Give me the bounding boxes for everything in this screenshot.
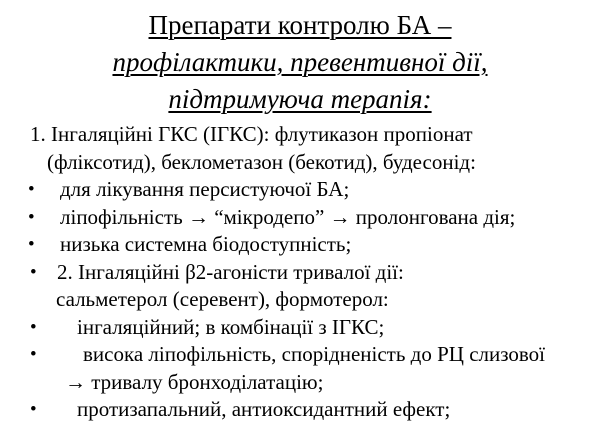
bullet-icon: • [28,179,35,200]
bullet-item [0,176,600,204]
bullet-item-numbered-2 [0,259,600,287]
slide-title-line-2: профілактики, превентивної дії, [112,47,488,77]
line-text: висока ліпофільність, спорідненість до РЦ слизової [83,342,546,366]
slide-title-line-1: Препарати контролю БА – [148,10,452,40]
bullet-icon: • [28,234,35,255]
numbered-item-1 [0,121,600,149]
slide-body [0,121,600,424]
bullet-icon: • [30,344,37,365]
line-text: (фліксотид), беклометазон (бекотид), будесонід: [47,149,476,174]
bullet-item-continuation [0,369,600,397]
bullet-item [0,314,600,342]
bullet-item [0,396,600,424]
bullet-icon: • [30,316,37,338]
bullet-icon: • [28,206,35,228]
bullet-icon: • [30,399,37,420]
numbered-item-1-continuation [0,149,600,177]
line-text: → тривалу бронходілатацію; [65,369,324,394]
bullet-item [0,341,600,369]
line-text: 2. Інгаляційні β2-агоністи тривалої дії: [57,259,404,284]
line-text: ліпофільність → “мікродепо” → пролонгована дія; [60,204,516,229]
line-text: інгаляційний; в комбінації з ІГКС; [77,314,385,339]
bullet-icon: • [30,261,37,283]
line-text: 1. Інгаляційні ГКС (ІГКС): флутиказон пропіонат [30,122,473,146]
line-text: протизапальний, антиоксидантний ефект; [77,397,451,421]
line-text: сальметерол (серевент), формотерол: [56,287,389,311]
bullet-item [0,204,600,232]
slide-title [0,0,600,118]
bullet-item [0,231,600,259]
line-text: для лікування персистуючої БА; [60,177,350,201]
slide-title-line-3: підтримуюча терапія: [168,84,432,114]
numbered-item-2-continuation [0,286,600,314]
line-text: низька системна біодоступність; [60,232,352,256]
